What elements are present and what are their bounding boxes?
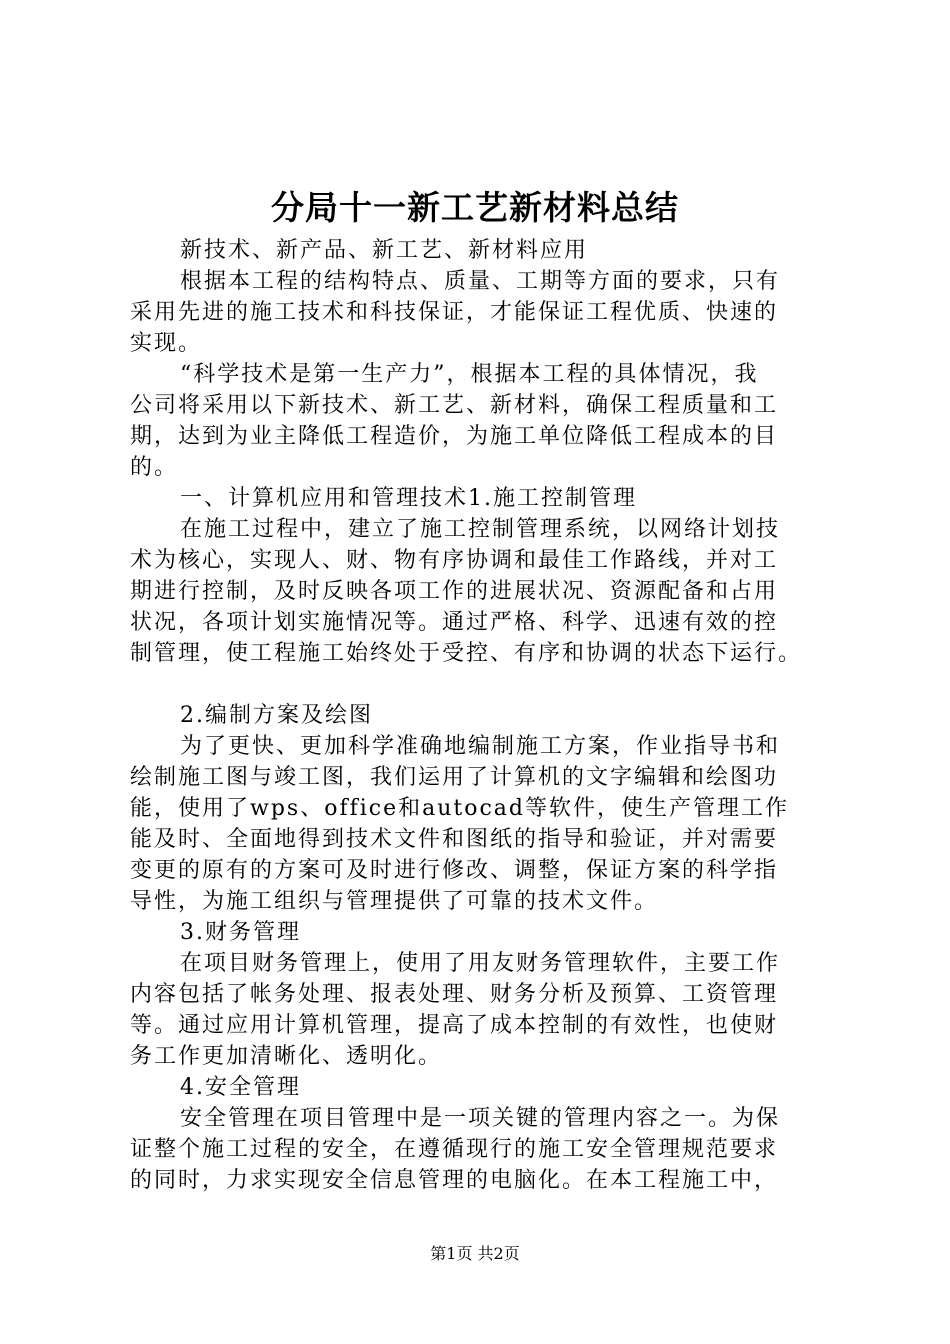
text-line: 3.财务管理 [180, 920, 301, 945]
text-line: 在项目财务管理上，使用了用友财务管理软件，主要工作 [180, 951, 781, 976]
text-line: 期，达到为业主降低工程造价，为施工单位降低工程成本的目 [130, 424, 779, 449]
blank-line [130, 669, 830, 700]
text-line: 变更的原有的方案可及时进行修改、调整，保证方案的科学指 [130, 858, 779, 883]
text-line: 采用先进的施工技术和科技保证，才能保证工程优质、快速的 [130, 300, 779, 325]
text-line: 绘制施工图与竣工图，我们运用了计算机的文字编辑和绘图功 [130, 765, 779, 790]
text-line: 2.编制方案及绘图 [180, 703, 373, 728]
document-body [130, 235, 830, 1196]
text-line: 等。通过应用计算机管理，提高了成本控制的有效性，也使财 [130, 1013, 779, 1038]
text-line: 内容包括了帐务处理、报表处理、财务分析及预算、工资管理 [130, 982, 779, 1007]
text-line: 安全管理在项目管理中是一项关键的管理内容之一。为保 [180, 1106, 781, 1131]
text-line: 期进行控制，及时反映各项工作的进展状况、资源配备和占用 [130, 579, 779, 604]
text-line: “科学技术是第一生产力”，根据本工程的具体情况，我 [180, 362, 759, 387]
text-line: 务工作更加清晰化、透明化。 [130, 1044, 443, 1069]
text-line: 制管理，使工程施工始终处于受控、有序和协调的状态下运行。 [130, 641, 803, 666]
text-line: 新技术、新产品、新工艺、新材料应用 [180, 238, 589, 263]
text-line: 实现。 [130, 331, 203, 356]
text-line: 一、计算机应用和管理技术1.施工控制管理 [180, 486, 637, 511]
text-line: 为了更快、更加科学准确地编制施工方案，作业指导书和 [180, 734, 781, 759]
text-line: 在施工过程中，建立了施工控制管理系统，以网络计划技 [180, 517, 781, 542]
text-line: 的。 [130, 455, 179, 480]
text-line: 公司将采用以下新技术、新工艺、新材料，确保工程质量和工 [130, 393, 779, 418]
document-title: 分局十一新工艺新材料总结 [271, 188, 679, 227]
text-line: 能及时、全面地得到技术文件和图纸的指导和验证，并对需要 [130, 827, 779, 852]
page-footer: 第1页 共2页 [430, 1244, 520, 1263]
text-line: 证整个施工过程的安全，在遵循现行的施工安全管理规范要求 [130, 1137, 779, 1162]
text-line: 的同时，力求实现安全信息管理的电脑化。在本工程施工中， [130, 1168, 779, 1193]
text-line: 根据本工程的结构特点、质量、工期等方面的要求，只有 [180, 269, 781, 294]
text-line: 导性，为施工组织与管理提供了可靠的技术文件。 [130, 889, 659, 914]
text-line: 4.安全管理 [180, 1075, 301, 1100]
text-line: 能，使用了wps、office和autocad等软件，使生产管理工作 [130, 796, 790, 821]
text-line: 术为核心，实现人、财、物有序协调和最佳工作路线，并对工 [130, 548, 779, 573]
text-line: 状况，各项计划实施情况等。通过严格、科学、迅速有效的控 [130, 610, 779, 635]
